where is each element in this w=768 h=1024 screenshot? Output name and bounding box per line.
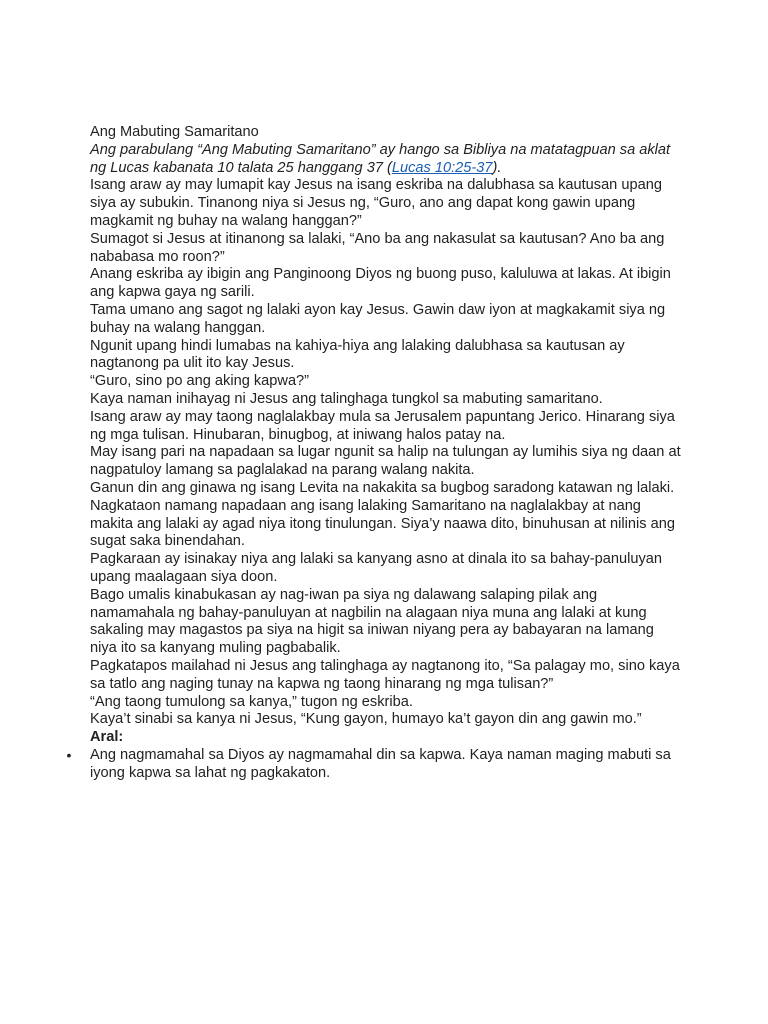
story-paragraph: Isang araw ay may taong naglalakbay mula sa Jerusalem papuntang Jerico. Hinarang siya ng mga tulisan. Hinubaran, binugbog, at iniwang halos patay na. — [90, 408, 675, 443]
document-page — [66, 124, 682, 782]
story-paragraph: Anang eskriba ay ibigin ang Panginoong Diyos ng buong puso, kaluluwa at lakas. At ibigin ang kapwa gaya ng sarili. — [90, 266, 671, 301]
bible-reference-link[interactable]: Lucas 10:25-37 — [391, 159, 493, 176]
bullet-icon: • — [66, 746, 72, 763]
story-paragraph: Bago umalis kinabukasan ay nag-iwan pa siya ng dalawang salaping pilak ang namamahala ng bahay-panuluyan at nagbilin na alagaan niya muna ang lalaki at kung sakaling may magastos pa siya na higit sa iniwan niyang pera ay babayaran na lamang niya ito sa kanyang muling pagbabalik. — [90, 586, 654, 657]
story-paragraph: Tama umano ang sagot ng lalaki ayon kay Jesus. Gawin daw iyon at magkakamit siya ng buhay na walang hanggan. — [90, 301, 666, 336]
intro-paragraph — [90, 142, 682, 178]
story-paragraph: Sumagot si Jesus at itinanong sa lalaki, “Ano ba ang nakasulat sa kautusan? Ano ba ang nababasa mo roon?” — [90, 230, 665, 265]
story-paragraph: Kaya’t sinabi sa kanya ni Jesus, “Kung gayon, humayo ka’t gayon din ang gawin mo.” — [90, 711, 642, 728]
story-paragraph: Ngunit upang hindi lumabas na kahiya-hiya ang lalaking dalubhasa sa kautusan ay nagtanong pa ulit ito kay Jesus. — [90, 337, 625, 372]
lesson-item — [66, 746, 682, 783]
story-paragraph: Kaya naman inihayag ni Jesus ang talinghaga tungkol sa mabuting samaritano. — [90, 390, 603, 407]
lesson-heading: Aral: — [90, 729, 124, 746]
lesson-text: Ang nagmamahal sa Diyos ay nagmamahal din sa kapwa. Kaya naman maging mabuti sa iyong kapwa sa lahat ng pagkakaton. — [90, 746, 671, 781]
intro-closing: ). — [492, 159, 502, 176]
story-paragraph: Isang araw ay may lumapit kay Jesus na isang eskriba na dalubhasa sa kautusan upang siya ay subukin. Tinanong niya si Jesus ng, “Guro, ano ang dapat kong gawin upang magkamit ng buhay na walang hanggan?” — [90, 177, 662, 229]
story-paragraph: Ganun din ang ginawa ng isang Levita na nakakita sa bugbog saradong katawan ng lalaki. — [90, 479, 675, 496]
lesson-list — [66, 746, 682, 783]
story-paragraph: May isang pari na napadaan sa lugar ngunit sa halip na tulungan ay lumihis siya ng daan at nagpatuloy lamang sa paglalakad na parang walang nakita. — [90, 444, 681, 479]
document-title: Ang Mabuting Samaritano — [90, 124, 259, 140]
story-paragraph: Pagkatapos mailahad ni Jesus ang talinghaga ay nagtanong ito, “Sa palagay mo, sino kaya sa tatlo ang naging tunay na kapwa ng taong hinarang ng mga tulisan?” — [90, 657, 680, 692]
story-paragraph: “Ang taong tumulong sa kanya,” tugon ng eskriba. — [90, 693, 413, 710]
story-paragraph: Nagkataon namang napadaan ang isang lalaking Samaritano na naglalakbay at nang makita ang lalaki ay agad niya itong tinulungan. Siya’y naawa dito, binuhusan at nilinis ang sugat saka binendahan. — [90, 497, 675, 550]
story-paragraph: “Guro, sino po ang aking kapwa?” — [90, 373, 310, 390]
intro-text: Ang parabulang “Ang Mabuting Samaritano” ay hango sa Bibliya na matatagpuan sa aklat ng Lucas kabanata 10 talata 25 hanggang 37 ( — [90, 141, 671, 176]
story-paragraph: Pagkaraan ay isinakay niya ang lalaki sa kanyang asno at dinala ito sa bahay-panuluyan upang maalagaan siya doon. — [90, 551, 662, 585]
